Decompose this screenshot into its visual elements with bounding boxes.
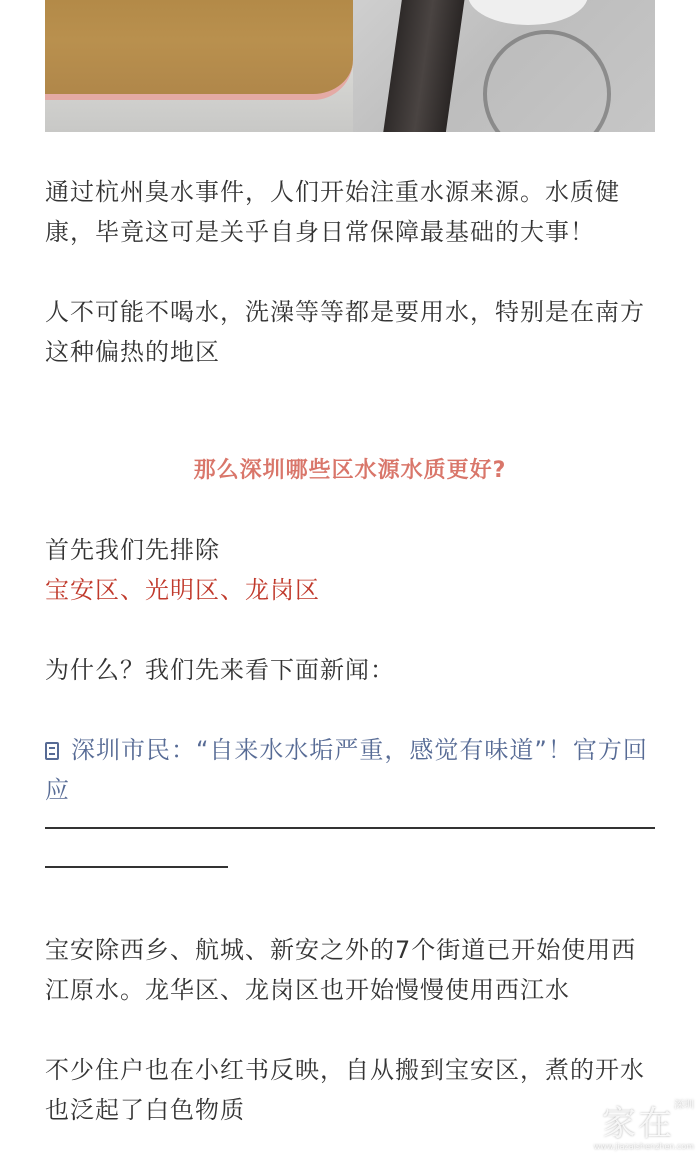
watermark-brand: 家在 [602, 1104, 674, 1144]
paragraph-baoan-source: 宝安除西乡、航城、新安之外的7个街道已开始使用西江原水。龙华区、龙岗区也开始慢慢使用西江水 [45, 936, 637, 1004]
news-link[interactable] [45, 730, 660, 810]
photo-left-panel [45, 0, 353, 132]
divider-line-2 [45, 866, 228, 868]
site-watermark [593, 1096, 694, 1151]
paragraph-why: 为什么？我们先来看下面新闻： [45, 656, 395, 684]
photo-wheel-shape [483, 30, 611, 132]
article-icon [45, 742, 59, 760]
paragraph-water-need: 人不可能不喝水，洗澡等等都是要用水，特别是在南方这种偏热的地区 [45, 298, 645, 366]
photo-right-panel [353, 0, 655, 132]
photo-blob-shape [468, 0, 588, 25]
paragraph-intro: 通过杭州臭水事件，人们开始注重水源来源。水质健康，毕竟这可是关乎自身日常保障最基础的大事！ [45, 178, 620, 246]
paragraph-residents: 不少住户也在小红书反映，自从搬到宝安区，煮的开水也泛起了白色物质 [45, 1056, 645, 1124]
watermark-city: 深圳 [674, 1100, 694, 1111]
article-photo [45, 0, 655, 132]
photo-tray-shape [45, 0, 353, 100]
watermark-url: www.jiazaishenzhen.com [593, 1142, 694, 1151]
excluded-districts: 宝安区、光明区、龙岗区 [45, 576, 320, 604]
news-link-label: 深圳市民：“自来水水垢严重，感觉有味道”！官方回应 [45, 736, 648, 804]
divider-line-1 [45, 827, 655, 829]
paragraph-exclude: 首先我们先排除 [45, 536, 220, 564]
section-heading: 那么深圳哪些区水源水质更好? [193, 458, 507, 483]
photo-blade-shape [380, 0, 468, 132]
